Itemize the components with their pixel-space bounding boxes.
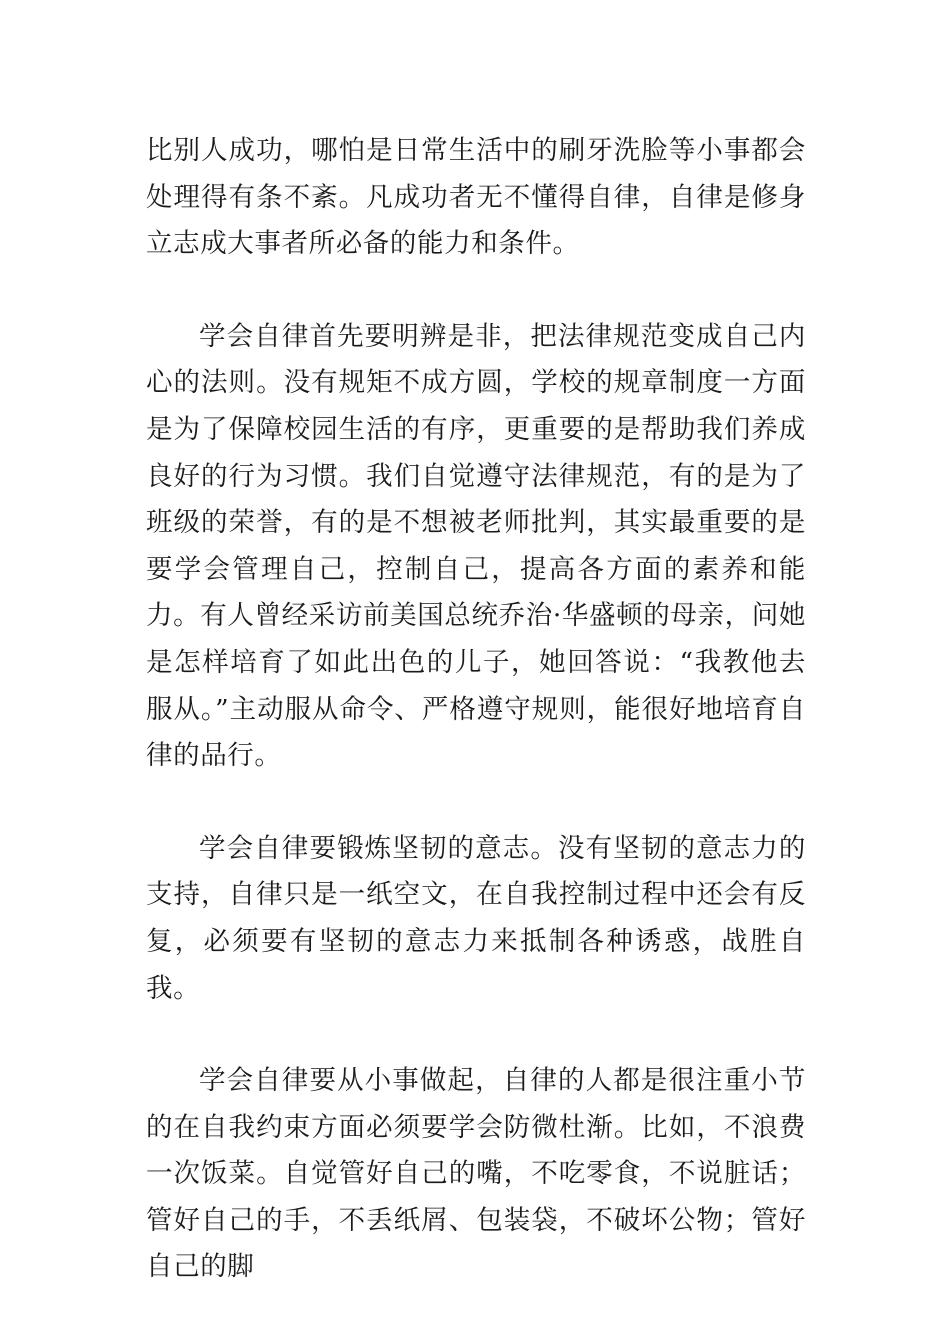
paragraph-3: 学会自律要锻炼坚韧的意志。没有坚韧的意志力的支持，自律只是一纸空文，在自我控制过程中还会有反复，必须要有坚韧的意志力来抵制各种诱惑，战胜自我。 [146,832,806,1004]
paragraph-4: 学会自律要从小事做起，自律的人都是很注重小节的在自我约束方面必须要学会防微杜渐。比如，不浪费一次饭菜。自觉管好自己的嘴，不吃零食，不说脏话；管好自己的手，不丢纸屑、包装袋，不破坏公物；管好自己的脚 [146,1065,806,1283]
paragraph-gap [146,1012,806,1058]
document-page [146,128,806,1291]
paragraph-1: 比别人成功，哪怕是日常生活中的刷牙洗脸等小事都会处理得有条不紊。凡成功者无不懂得自律，自律是修身立志成大事者所必备的能力和条件。 [146,135,806,260]
paragraph-gap [146,268,806,314]
paragraph-gap [146,780,806,826]
paragraph-2: 学会自律首先要明辨是非，把法律规范变成自己内心的法则。没有规矩不成方圆，学校的规章制度一方面是为了保障校园生活的有序，更重要的是帮助我们养成良好的行为习惯。我们自觉遵守法律规范，有的是为了班级的荣誉，有的是不想被老师批判，其实最重要的是要学会管理自己，控制自己，提高各方面的素养和能力。有人曾经采访前美国总统乔治·华盛顿的母亲，问她是怎样培育了如此出色的儿子，她回答说：“我教他去服从。”主动服从命令、严格遵守规则，能很好地培育自律的品行。 [146,320,806,772]
